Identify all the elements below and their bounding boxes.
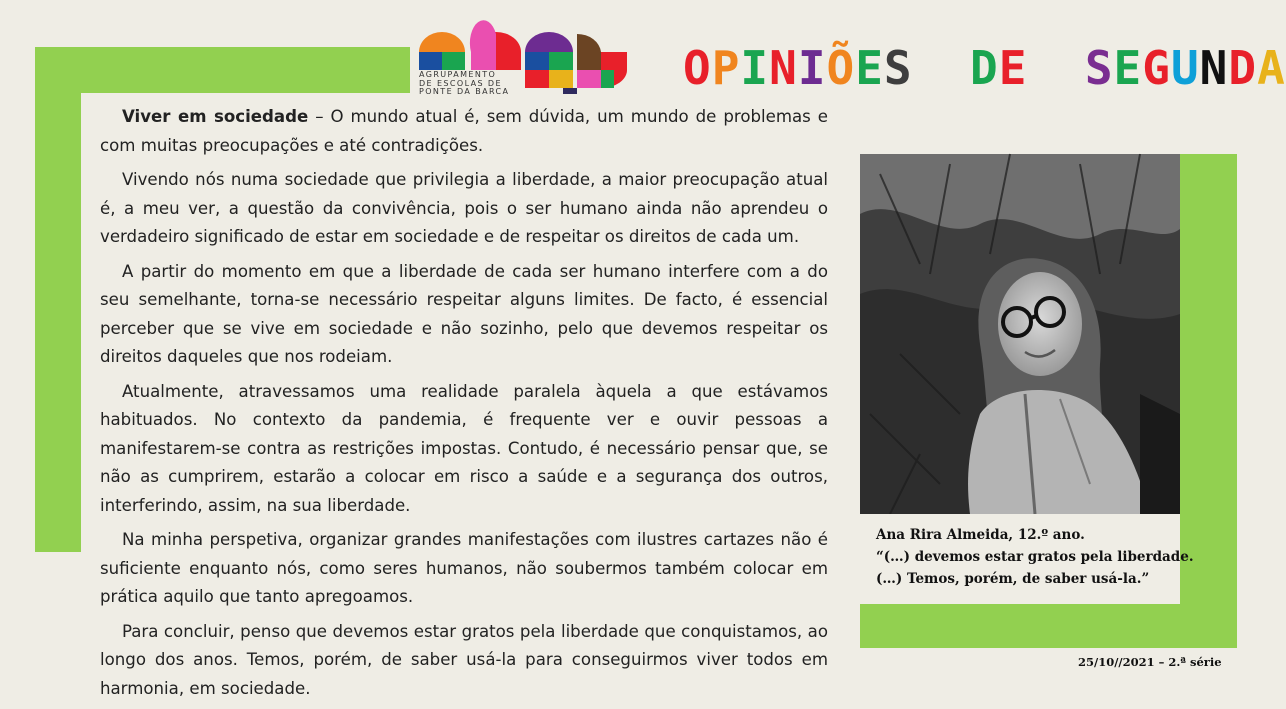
article-paragraph: Para concluir, penso que devemos estar gratos pela liberdade que conquistamos, ao longo dos anos. Temos, porém, de saber usá-la para conseguirmos viver todos em harmonia, em sociedade. — [100, 621, 828, 698]
article-paragraph: Vivendo nós numa sociedade que privilegia a liberdade, a maior preocupação atual é, a meu ver, a questão da convivência, pois o ser humano ainda não aprendeu o verdadeiro significado de estar em sociedade e de respeitar os direitos de cada um. — [100, 170, 828, 246]
logo-line: AGRUPAMENTO — [419, 70, 497, 79]
headline-letter: E — [855, 41, 884, 95]
logo-line: PONTE DA BARCA — [419, 87, 510, 96]
headline-title — [683, 42, 1286, 94]
headline-letter: S — [883, 41, 913, 95]
article-title: Viver em sociedade — [122, 107, 309, 126]
article-intro-text: – O mundo atual é, sem dúvida, um mundo de problemas e com muitas preocupações e até contradições. — [100, 107, 828, 155]
footer-date: 25/10//2021 – 2.ª série — [1078, 655, 1222, 669]
headline-letter: A — [1257, 41, 1286, 95]
headline-letter: O — [683, 41, 712, 95]
headline-letter: E — [1113, 41, 1143, 95]
headline-letter: D — [1228, 41, 1258, 95]
headline-letter: D — [970, 41, 999, 95]
article-body — [100, 103, 828, 709]
headline-letter — [913, 41, 942, 95]
logo-text — [419, 71, 519, 97]
headline-letter: Õ — [826, 41, 856, 95]
headline-letter: E — [998, 41, 1028, 95]
article-paragraph: A partir do momento em que a liberdade de cada ser humano interfere com a do seu semelhante, torna-se necessário respeitar alguns limites. De facto, é essencial perceber que se vive em sociedade e não sozinho, pelo que devemos respeitar os direitos daqueles que nos rodeiam. — [100, 261, 828, 366]
caption-quote-line: “(…) devemos estar gratos pela liberdade. — [876, 549, 1194, 565]
photo-caption — [876, 524, 1194, 590]
caption-quote-line: (…) Temos, porém, de saber usá-la.” — [876, 571, 1150, 587]
headline-letter: I — [740, 41, 770, 95]
author-photo — [860, 154, 1180, 514]
headline-letter: N — [769, 41, 798, 95]
headline-letter: N — [1199, 41, 1229, 95]
logo-line: DE ESCOLAS DE — [419, 78, 502, 88]
headline-letter — [1027, 41, 1056, 95]
headline-letter: I — [797, 41, 827, 95]
article-paragraph: Na minha perspetiva, organizar grandes manifestações com ilustres cartazes não é suficiente enquanto nós, como seres humanos, não soubermos também colocar em prática aquilo que tanto apregoamos. — [100, 530, 828, 606]
article-paragraph: Atualmente, atravessamos uma realidade paralela àquela a que estávamos habituados. No contexto da pandemia, é frequente ver e ouvir pessoas a manifestarem-se contra as restrições impostas. Contudo, é necessário pensar que, se não as cumprirem, estarão a colocar em risco a saúde e a segurança dos outros, interferindo, assim, na sua liberdade. — [100, 381, 828, 515]
headline-letter: S — [1084, 41, 1114, 95]
caption-author: Ana Rira Almeida, 12.º ano. — [876, 527, 1085, 543]
headline-letter — [1056, 41, 1085, 95]
headline-letter: U — [1170, 41, 1200, 95]
article-paragraph — [100, 103, 828, 160]
headline-letter — [941, 41, 970, 95]
headline-letter: P — [711, 41, 741, 95]
headline-letter: G — [1142, 41, 1171, 95]
